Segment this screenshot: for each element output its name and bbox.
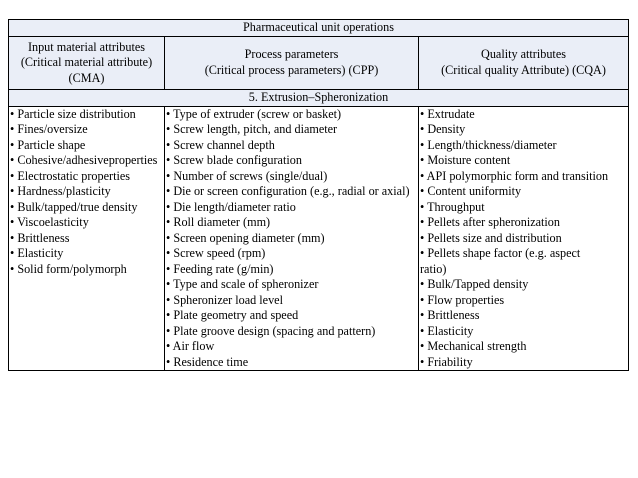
cpp-list-item: • Die or screen configuration (e.g., radial or axial) <box>166 184 410 198</box>
cqa-list-item: ratio) <box>420 261 447 276</box>
cqa-list-item: • Pellets size and distribution <box>420 230 562 245</box>
cpp-list-item: • Plate groove design (spacing and pattern) <box>166 323 376 338</box>
header-cpp <box>165 36 419 90</box>
cqa-list-item: • Mechanical strength <box>420 339 527 353</box>
header-cqa-line: Quality attributes <box>481 47 566 62</box>
cqa-list-item: • Pellets shape factor (e.g. aspect <box>420 246 581 260</box>
cpp-list-item: • Screw blade configuration <box>166 153 302 167</box>
cpp-list-item: • Residence time <box>166 354 249 369</box>
cpp-list-item: • Screw channel depth <box>166 137 275 152</box>
cpp-list-item: • Air flow <box>166 339 215 353</box>
cqa-list <box>419 106 629 371</box>
cqa-list-item: • Content uniformity <box>420 184 522 198</box>
cpp-list-item: • Feeding rate (g/min) <box>166 261 274 276</box>
cqa-list-item: • Throughput <box>420 199 485 214</box>
cqa-list-item: • Length/thickness/diameter <box>420 137 557 152</box>
cma-list-item: • Elasticity <box>10 246 64 260</box>
cqa-list-item: • Friability <box>420 354 473 369</box>
unit-operations-table <box>8 19 629 371</box>
cqa-list-item: • Bulk/Tapped density <box>420 277 529 291</box>
cpp-list <box>165 106 419 371</box>
cqa-list-item: • Brittleness <box>420 308 480 322</box>
content-row <box>9 106 629 371</box>
header-cqa-line: (Critical quality Attribute) (CQA) <box>441 62 606 77</box>
cpp-list-item: • Roll diameter (mm) <box>166 215 271 229</box>
cma-list-item: • Hardness/plasticity <box>10 184 111 198</box>
cma-list-item: • Solid form/polymorph <box>10 261 127 276</box>
cpp-list-item: • Type of extruder (screw or basket) <box>166 106 342 121</box>
cma-list-item: • Cohesive/adhesiveproperties <box>10 153 158 167</box>
cpp-list-item: • Die length/diameter ratio <box>166 199 296 214</box>
header-cma-line: (Critical material attribute) <box>20 55 153 69</box>
header-cpp-line: (Critical process parameters) (CPP) <box>204 62 379 77</box>
cpp-list-item: • Screen opening diameter (mm) <box>166 230 325 245</box>
cqa-list-item: • Pellets after spheronization <box>420 215 560 229</box>
cma-list-item: • Particle size distribution <box>10 106 136 121</box>
unit-operations-table-container <box>8 19 628 371</box>
cqa-list-item: • Extrudate <box>420 106 475 121</box>
header-cma-line: (CMA) <box>68 70 105 85</box>
cpp-list-item: • Screw speed (rpm) <box>166 246 266 260</box>
header-cma <box>9 36 165 90</box>
cma-list-item: • Viscoelasticity <box>10 215 89 229</box>
header-cqa <box>419 36 629 90</box>
cma-list-item: • Bulk/tapped/true density <box>10 199 138 214</box>
section-title: 5. Extrusion–Spheronization <box>9 90 629 107</box>
cqa-list-item: • Moisture content <box>420 153 511 167</box>
cpp-list-item: • Spheronizer load level <box>166 292 283 307</box>
header-cma-line: Input material attributes <box>27 39 146 54</box>
cma-list-item: • Electrostatic properties <box>10 168 131 183</box>
cma-list-item: • Brittleness <box>10 230 70 245</box>
header-row <box>9 36 629 90</box>
cqa-list-item: • Flow properties <box>420 292 505 307</box>
section-row <box>9 90 629 107</box>
cpp-list-item: • Screw length, pitch, and diameter <box>166 122 338 136</box>
cpp-list-item: • Type and scale of spheronizer <box>166 277 319 291</box>
cpp-list-item: • Number of screws (single/dual) <box>166 168 328 183</box>
table-title: Pharmaceutical unit operations <box>9 20 629 37</box>
cma-list-item: • Particle shape <box>10 137 86 152</box>
cqa-list-item: • Elasticity <box>420 323 474 338</box>
cma-list <box>9 106 165 371</box>
title-row <box>9 20 629 37</box>
cqa-list-item: • API polymorphic form and transition <box>420 168 609 183</box>
cpp-list-item: • Plate geometry and speed <box>166 308 299 322</box>
header-cpp-line: Process parameters <box>244 47 339 62</box>
cqa-list-item: • Density <box>420 122 466 136</box>
cma-list-item: • Fines/oversize <box>10 122 88 136</box>
